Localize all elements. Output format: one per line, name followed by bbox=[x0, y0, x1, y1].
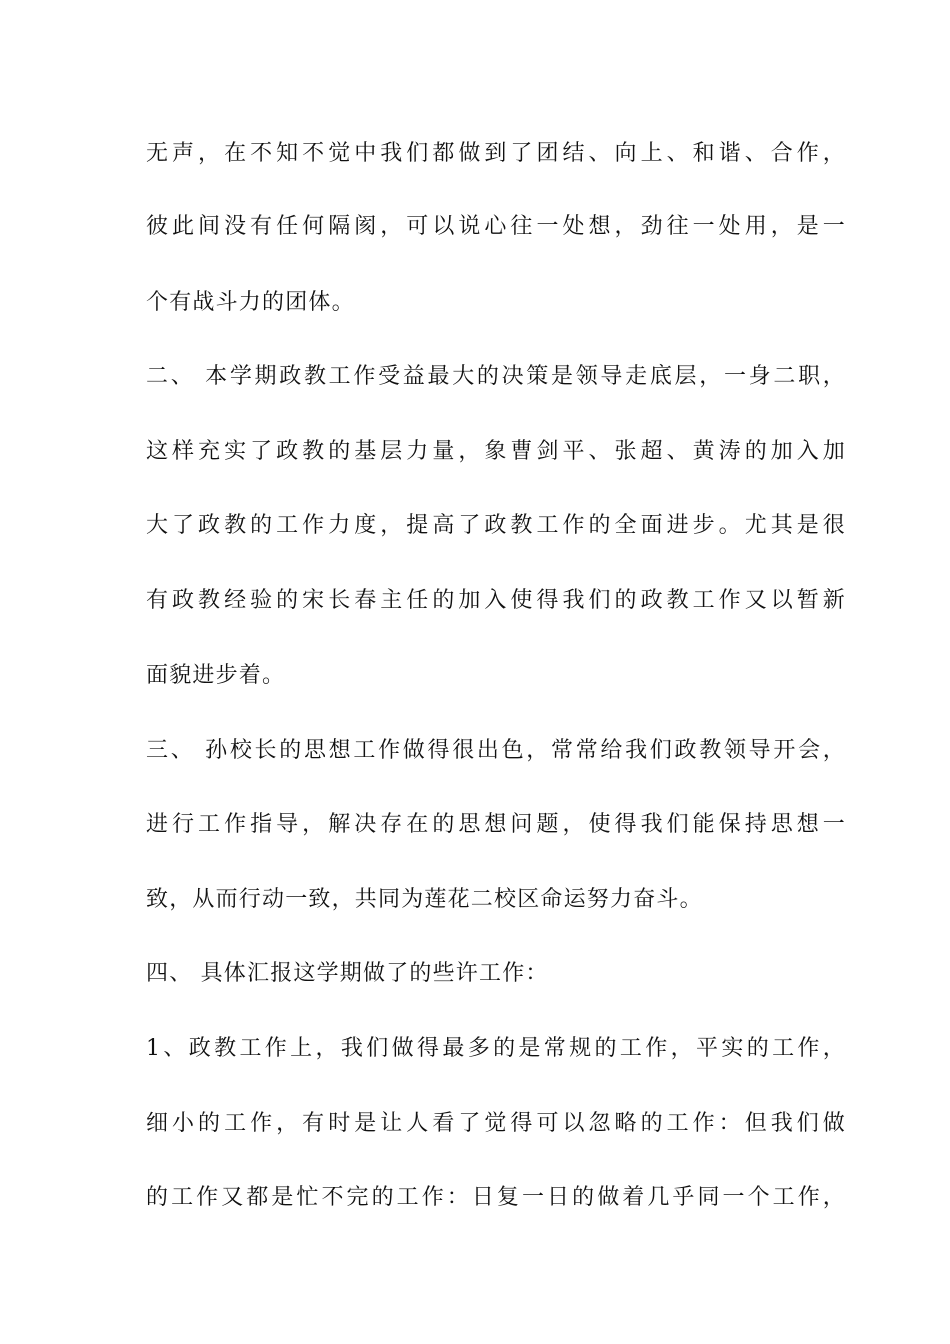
text-line: 个有战斗力的团体。 bbox=[146, 290, 355, 315]
text-line: 有政教经验的宋长春主任的加入使得我们的政教工作又以暂新 bbox=[146, 588, 846, 613]
text-line: 1、政教工作上，我们做得最多的是常规的工作，平实的工作， bbox=[146, 1036, 846, 1061]
text-line: 这样充实了政教的基层力量，象曹剑平、张超、黄涛的加入加 bbox=[146, 439, 846, 464]
text-line: 三、 孙校长的思想工作做得很出色，常常给我们政教领导开会， bbox=[146, 738, 846, 763]
text-line: 四、 具体汇报这学期做了的些许工作： bbox=[146, 961, 549, 986]
text-line: 二、 本学期政教工作受益最大的决策是领导走底层，一身二职， bbox=[146, 364, 846, 389]
text-line: 面貌进步着。 bbox=[146, 663, 286, 688]
text-line: 无声，在不知不觉中我们都做到了团结、向上、和谐、合作， bbox=[146, 141, 846, 166]
text-line: 进行工作指导，解决存在的思想问题，使得我们能保持思想一 bbox=[146, 812, 846, 837]
text-line: 细小的工作，有时是让人看了觉得可以忽略的工作：但我们做 bbox=[146, 1111, 846, 1136]
text-line: 大了政教的工作力度，提高了政教工作的全面进步。尤其是很 bbox=[146, 513, 846, 538]
text-line: 彼此间没有任何隔阂，可以说心往一处想，劲往一处用，是一 bbox=[146, 214, 846, 239]
text-line: 致，从而行动一致，共同为莲花二校区命运努力奋斗。 bbox=[146, 887, 703, 912]
text-line: 的工作又都是忙不完的工作：日复一日的做着几乎同一个工作， bbox=[146, 1185, 846, 1210]
